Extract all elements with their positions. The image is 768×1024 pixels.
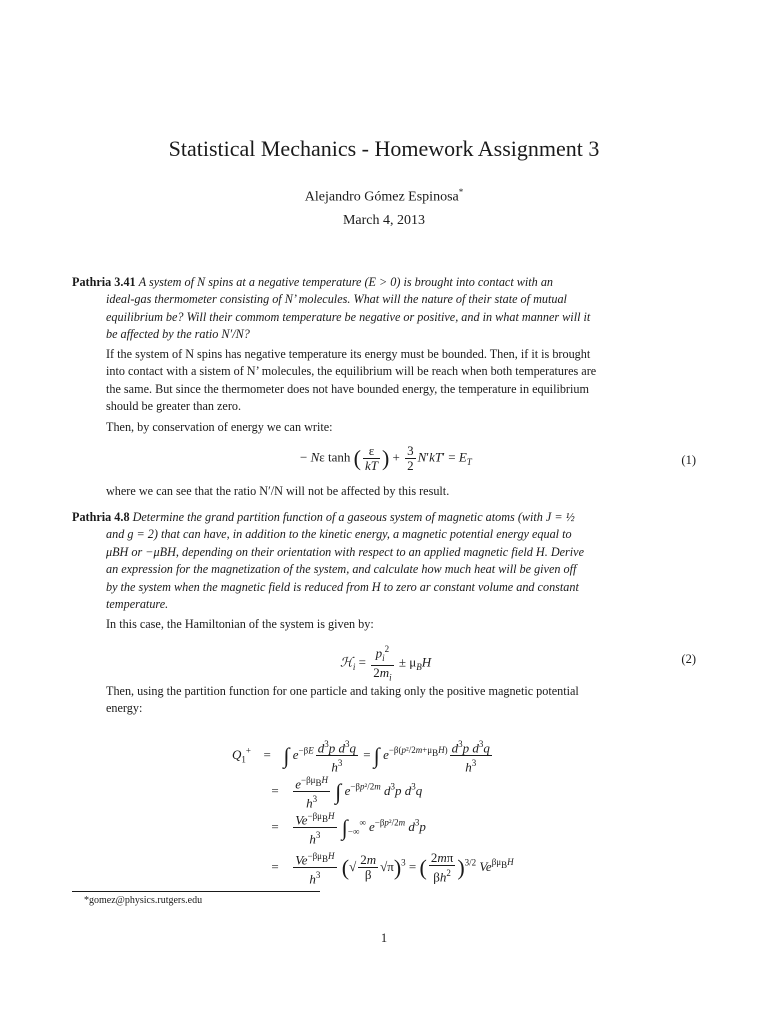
- problem-2-line-1: Determine the grand partition function of a gaseous system of magnetic atoms (with J = ½: [132, 510, 575, 524]
- problem-2-line-4: an expression for the magnetization of the system, and calculate how much heat will be given off: [106, 562, 577, 577]
- page-number: 1: [380, 931, 388, 945]
- author-line: [0, 187, 768, 206]
- derivation-row-3: = $\frac{Ve^{-\beta\mu_BH}}{h^3}$ $\int_{-\infty}^\infty$ $e^{-\beta p^2/2m}$ $d^3p$: [271, 811, 426, 847]
- footnote-rule: [72, 891, 320, 892]
- problem-2-statement: [72, 509, 698, 613]
- partition-text-line-2: energy:: [106, 701, 143, 716]
- equation-2-number: (2): [681, 652, 696, 666]
- document-date: March 4, 2013: [342, 213, 426, 228]
- problem-1-statement: [72, 274, 698, 344]
- derivation-row-2: = $\frac{e^{-\beta\mu_BH}}{h^3}$ ∫ $e^{-\beta p^2/2m}$ $d^3p$ $d^3q$: [271, 775, 423, 811]
- equation-1: − Nε tanh ( $\frac{\varepsilon}{kT}$ ) + $\frac{3}{2}$ $N'kT' = E_T$: [300, 443, 472, 473]
- author-footnote-mark: *: [458, 187, 464, 197]
- equation-2: ℋ$_i$ = $\frac{p_i^2}{2m_i}$ ± $\mu_BH$: [340, 644, 432, 683]
- footnote: *gomez@physics.rutgers.edu: [84, 895, 203, 906]
- document-title: Statistical Mechanics - Homework Assignment 3: [168, 136, 600, 161]
- problem-2-line-2: and g = 2) that can have, in addition to the kinetic energy, a magnetic potential energy equal to: [106, 527, 572, 542]
- problem-1-answer: [106, 346, 698, 416]
- conservation-text: Then, by conservation of energy we can write:: [106, 420, 333, 434]
- problem-2-line-5: by the system when the magnetic field is reduced from H to zero ar constant volume and constant: [106, 579, 579, 594]
- after-equation-1-text: where we can see that the ratio N′/N will not be affected by this result.: [106, 484, 450, 498]
- problem-2-line-3: μBH or −μBH, depending on their orientation with respect to an applied magnetic field H. Derive: [106, 544, 584, 559]
- equation-1-number: (1): [681, 453, 696, 467]
- answer-1-line-1: If the system of N spins has negative temperature its energy must be bounded. Then, if it is brought: [106, 347, 591, 361]
- problem-1-line-1: A system of N spins at a negative temperature (E > 0) is brought into contact with an: [138, 275, 554, 289]
- partition-text: [106, 683, 698, 718]
- author-name: Alejandro Gómez Espinosa: [304, 189, 459, 205]
- problem-1-line-3: equilibrium be? Will their commom temperature be negative or positive, and in what manner will it: [106, 309, 591, 324]
- problem-1-line-4: be affected by the ratio N′/N?: [106, 327, 250, 342]
- problem-1-line-2: ideal-gas thermometer consisting of N’ molecules. What will the nature of their state of mutual: [106, 292, 567, 307]
- problem-2-line-6: temperature.: [106, 597, 169, 612]
- answer-1-line-3: the same. But since the thermometer does not have bounded energy, the temperature in equilibrium: [106, 381, 589, 396]
- derivation-row-1: $Q_1^+$ = ∫ $e^{-\beta E}$ $\frac{d^3p d^3q}{h^3}$ = ∫ $e^{-\beta(p^2/2m+\mu_BH)}$ $\frac{d^3p d^3q}{h^3}$: [232, 739, 490, 775]
- answer-1-line-2: into contact with a sistem of N’ molecules, the equilibrium will be reach when both temperatures are: [106, 364, 597, 379]
- problem-1-label: Pathria 3.41: [72, 275, 136, 289]
- derivation-row-4: = $\frac{Ve^{-\beta\mu_BH}}{h^3}$ (√ $\frac{2m}{\beta}$ √π)$^3$ = ( $\frac{2m\pi}{\beta h^2}$ )$^{3/2}$ $Ve^{\beta\mu_BH}$: [271, 850, 514, 887]
- answer-1-line-4: should be greater than zero.: [106, 399, 242, 414]
- hamiltonian-text: In this case, the Hamiltonian of the system is given by:: [106, 617, 374, 631]
- partition-text-line-1: Then, using the partition function for one particle and taking only the positive magnetic potential: [106, 684, 579, 698]
- problem-2-label: Pathria 4.8: [72, 510, 130, 524]
